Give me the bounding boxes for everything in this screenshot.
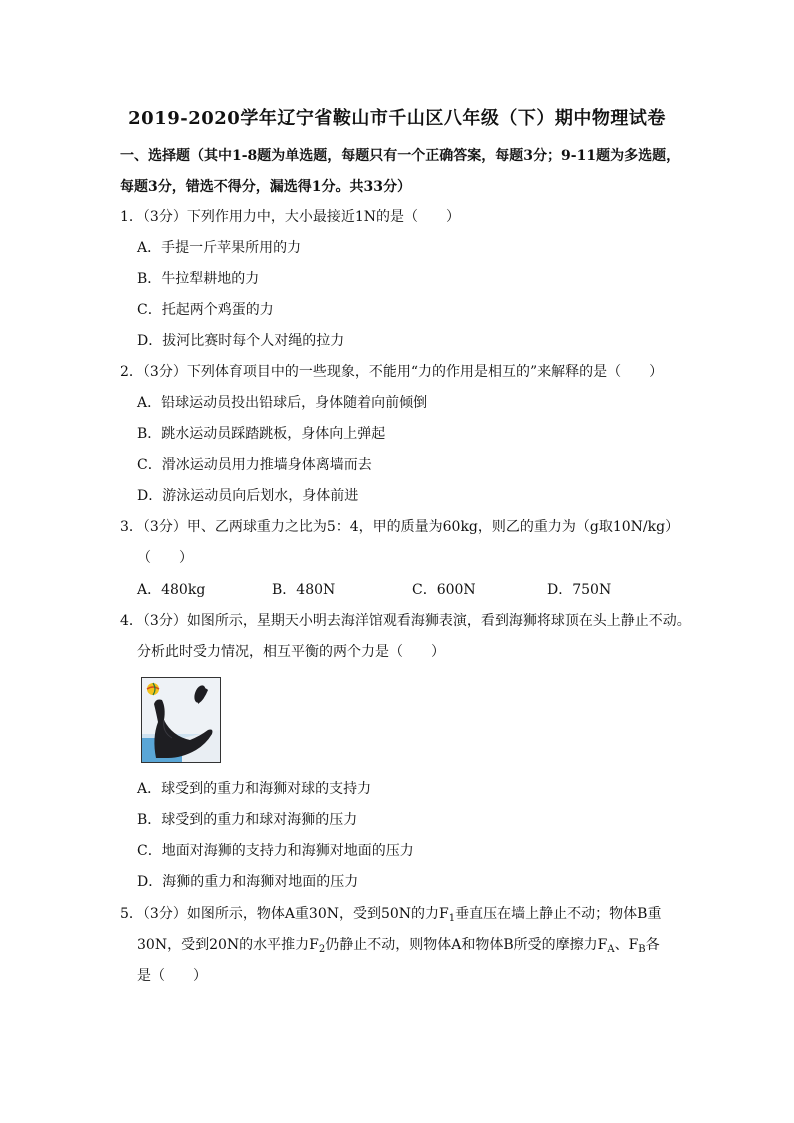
- question-1-option-c: C．托起两个鸡蛋的力: [137, 302, 274, 318]
- question-1-option-b: B．牛拉犁耕地的力: [137, 271, 260, 287]
- question-3-option-a: A．480kg: [137, 582, 206, 598]
- question-4-option-b: B．球受到的重力和球对海狮的压力: [137, 812, 358, 828]
- page-title: 2019-2020学年辽宁省鞍山市千山区八年级（下）期中物理试卷: [128, 108, 666, 129]
- question-2-option-d: D．游泳运动员向后划水，身体前进: [137, 488, 359, 504]
- question-3-option-b: B．480N: [272, 582, 336, 598]
- question-4-stem: 4．（3分）如图所示，星期天小明去海洋馆观看海狮表演，看到海狮将球顶在头上静止不动。: [120, 613, 691, 629]
- question-4-option-c: C．地面对海狮的支持力和海狮对地面的压力: [137, 843, 414, 859]
- question-3-option-c: C．600N: [412, 582, 476, 598]
- question-2-option-c: C．滑冰运动员用力推墙身体离墙而去: [137, 457, 372, 473]
- question-3-stem: 3．（3分）甲、乙两球重力之比为5：4，甲的质量为60kg，则乙的重力为（g取10N/kg）: [120, 519, 680, 535]
- question-1-option-d: D．拔河比赛时每个人对绳的拉力: [137, 333, 345, 349]
- section-heading-line2: 每题3分，错选不得分，漏选得1分。共33分）: [120, 179, 411, 195]
- question-5-stem-continued: 30N，受到20N的水平推力$F_2$仍静止不动，则物体A和物体B所受的摩擦力$F_A$、$F_B$各: [137, 937, 660, 955]
- question-1-option-a: A．手提一斤苹果所用的力: [137, 240, 302, 256]
- question-3-option-d: D．750N: [547, 582, 612, 598]
- question-1-stem: 1．（3分）下列作用力中，大小最接近1N的是（ ）: [120, 209, 460, 225]
- question-2-option-a: A．铅球运动员投出铅球后，身体随着向前倾倒: [137, 395, 428, 411]
- question-2-option-b: B．跳水运动员踩踏跳板，身体向上弹起: [137, 426, 386, 442]
- question-2-stem: 2．（3分）下列体育项目中的一些现象，不能用“力的作用是相互的”来解释的是（ ）: [120, 364, 664, 380]
- sea-lion-figure: [141, 677, 221, 763]
- question-5-stem-end: 是（ ）: [137, 968, 207, 984]
- sea-lion-illustration: [142, 678, 220, 762]
- question-5-stem: 5．（3分）如图所示，物体A重30N，受到50N的力$F_1$垂直压在墙上静止不动；物体B重: [120, 906, 662, 924]
- question-3-stem-continued: （ ）: [137, 550, 193, 566]
- question-4-option-d: D．海狮的重力和海狮对地面的压力: [137, 874, 359, 890]
- question-4-option-a: A．球受到的重力和海狮对球的支持力: [137, 781, 372, 797]
- question-4-stem-continued: 分析此时受力情况，相互平衡的两个力是（ ）: [137, 644, 445, 660]
- section-heading-line1: 一、选择题（其中1-8题为单选题，每题只有一个正确答案，每题3分；9-11题为多选题，: [120, 148, 681, 164]
